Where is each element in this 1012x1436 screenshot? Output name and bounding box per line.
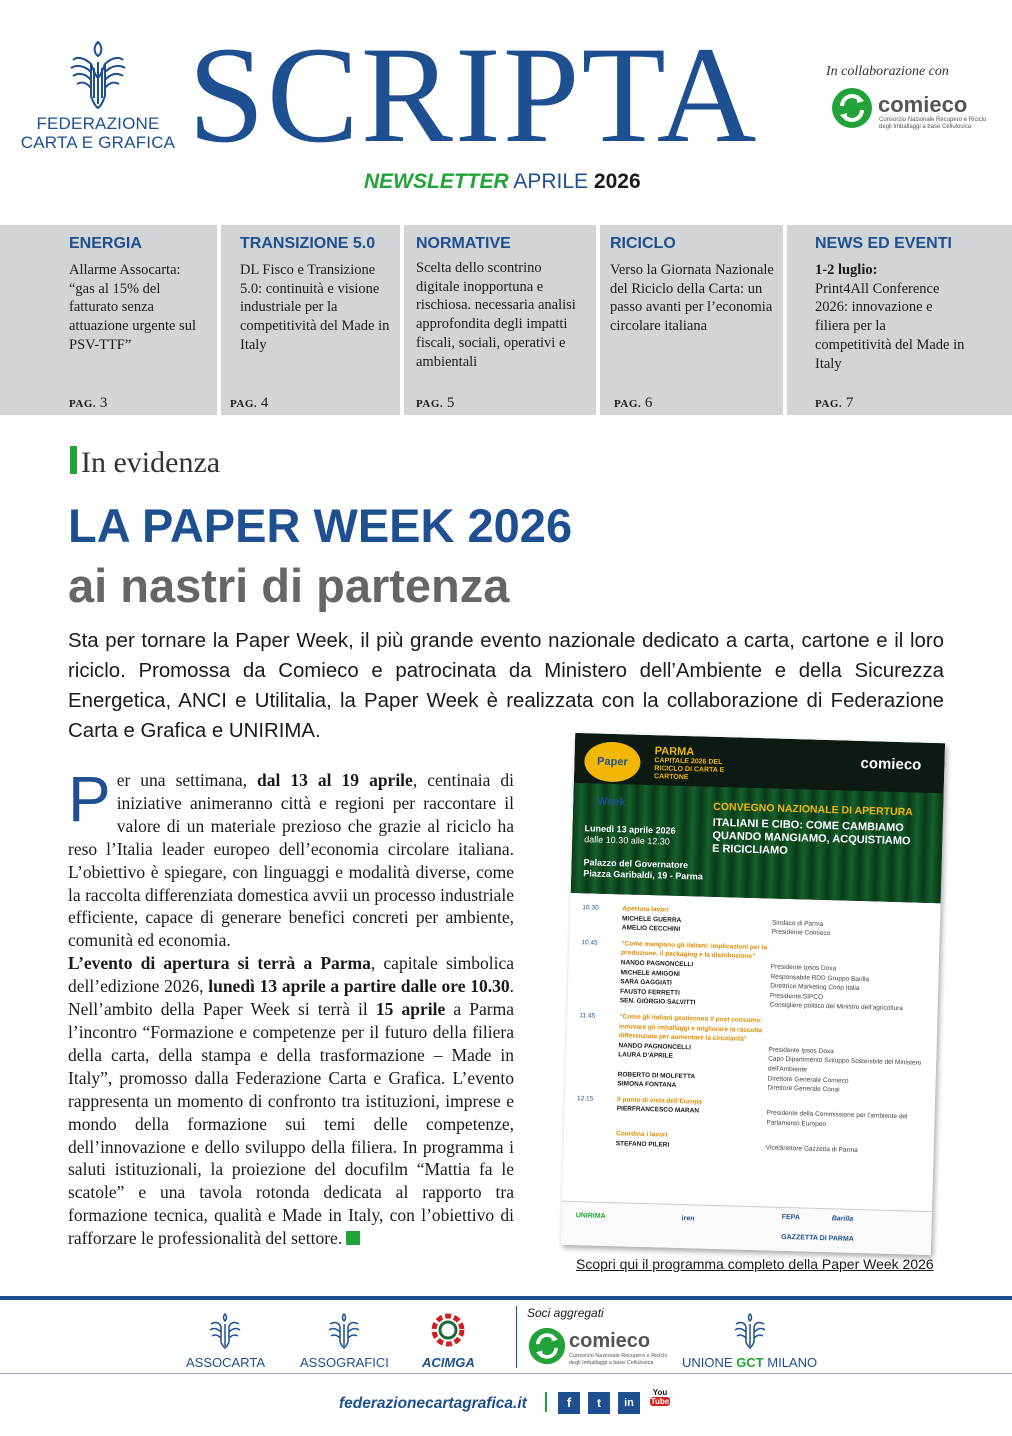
unione-gct-logo[interactable] [682, 1312, 817, 1370]
dropcap: P [68, 763, 111, 835]
unione-gct-label: UNIONE GCT MILANO [682, 1355, 818, 1370]
poster-program-cell: Vicedirettore Gazzetta di Parma [765, 1144, 858, 1155]
poster-date: Lunedì 13 aprile 2026 [584, 823, 676, 836]
poster-comieco: comieco [860, 754, 922, 774]
facebook-icon[interactable]: f [558, 1392, 580, 1414]
assografici-label: ASSOGRAFICI [300, 1355, 389, 1370]
sponsor-gazzetta: GAZZETTA DI PARMA [781, 1233, 854, 1243]
youtube-you: You [652, 1388, 668, 1397]
section-summary: Verso la Giornata Nazionale del Riciclo della Carta: un passo avanti per l’economia circolare italiana [610, 262, 774, 335]
body-bold: L’evento di apertura si terrà a Parma [68, 953, 371, 974]
poster-program-cell: Coordina i lavori [615, 1130, 668, 1140]
poster-program-cell: SIMONA FONTANA [617, 1080, 677, 1089]
poster-program-cell: Presidente SIPCO [769, 992, 824, 1001]
poster-program-cell: “Come gli italiani gestiscono il post consumo: innovare gli imballaggi e migliorare la raccolta differenziata per aumentare la circolarità” [618, 1013, 763, 1043]
body-text: , capitale simbolica dell’edizione 2026, [68, 953, 515, 997]
poster-program-cell: NANDO PAGNONCELLI [618, 1041, 692, 1052]
section-page: PAG. 6 [614, 395, 653, 411]
poster-program-cell: Presidente Comieco [771, 928, 831, 938]
sections-bar [0, 225, 1012, 415]
masthead-header [0, 0, 1012, 225]
poster-program-cell [582, 922, 622, 933]
section-normative[interactable] [404, 225, 596, 415]
fed-name-line2: CARTA E GRAFICA [20, 133, 176, 152]
sponsor-unirima: UNIRIMA [575, 1212, 606, 1220]
poster-program-cell: 10.30 [582, 904, 599, 912]
poster-program-cell: Presidente Ipsos Doxa [770, 963, 837, 973]
assocarta-logo[interactable] [186, 1312, 265, 1370]
poster-program-cell: Direttore Generale Conai [767, 1084, 840, 1094]
section-lead: 1-2 luglio: [815, 262, 878, 278]
acimga-label: ACIMGA [422, 1355, 475, 1370]
poster-program-cell: Il punto di vista dell’Europa [616, 1095, 702, 1106]
recycle-icon [527, 1326, 567, 1366]
body-bold: 15 aprile [375, 999, 446, 1020]
comieco-logo[interactable] [830, 86, 1000, 146]
poster-program-cell: “Come mangiano gli italiani: implicazioni per la produzione, il packaging e la distribuzione” [620, 940, 768, 961]
poster-program-cell: Sindaco di Parma [771, 919, 824, 928]
lead-paragraph: Sta per tornare la Paper Week, il più grande evento nazionale dedicato a carta, cartone e il loro riciclo. Promossa da Comieco e patrocinata da Ministero dell’Ambiente e della Sicurezza Energetica, ANCI e Utilitalia, la Paper Week è realizzata con la collaborazione di Federazione Carta e Grafica e UNIRIMA. [68, 630, 944, 742]
footer-comieco-sub2: degli Imballaggi a base Cellulosica [569, 1359, 654, 1366]
kicker [70, 446, 220, 480]
poster-program-cell: Apertura lavori [622, 905, 669, 914]
poster-title: ITALIANI E CIBO: COME CAMBIAMO QUANDO MANGIAMO, ACQUISTIAMO E RICICLIAMO [711, 816, 911, 857]
masthead-title: SCRIPTA [188, 18, 759, 171]
poster-parma-title: PARMA [654, 745, 695, 759]
footer-comieco[interactable]: comieco [569, 1330, 651, 1352]
section-page: PAG. 5 [416, 395, 455, 411]
twitter-icon[interactable]: t [588, 1392, 610, 1414]
website-link[interactable]: federazionecartagrafica.it [339, 1395, 527, 1412]
fed-name-line1: FEDERAZIONE [36, 114, 160, 133]
event-poster-link[interactable] [560, 732, 950, 1272]
footer-rule [0, 1296, 1012, 1300]
poster-sponsors [561, 1201, 932, 1255]
section-title: NORMATIVE [416, 235, 511, 252]
soci-aggregati [516, 1306, 676, 1368]
section-body: Print4All Conference 2026: innovazione e filiera per la competitività del Made in Italy [815, 280, 965, 372]
section-news-eventi[interactable] [787, 225, 1012, 415]
poster-program-cell [769, 1016, 926, 1049]
section-title: NEWS ED EVENTI [815, 235, 952, 252]
poster-program-cell [576, 1103, 617, 1123]
article-body [68, 763, 515, 1250]
collab-label: In collaborazione con [826, 64, 949, 79]
poster-program [576, 903, 929, 1157]
poster-program-cell: Responsabile RDD Gruppo Barilla [770, 973, 870, 983]
poster-parma [654, 745, 725, 783]
youtube-tube: Tube [650, 1397, 670, 1406]
eagle-icon [327, 1312, 361, 1350]
acimga-logo[interactable] [422, 1312, 475, 1370]
poster-program-cell: MICHELE GUERRA [621, 914, 682, 924]
assocarta-label: ASSOCARTA [186, 1355, 265, 1370]
poster-program-cell: 10.45 [581, 938, 598, 947]
poster-program-cell: AMELIO CECCHINI [621, 924, 681, 934]
comieco-wordmark: comieco [878, 92, 968, 117]
footer-divider [0, 1373, 1012, 1374]
poster-program-cell: NANDO PAGNONCELLI [620, 959, 694, 969]
poster-program-cell: Presidente della Commissione per l’ambiente del Parlamento Europeo [766, 1109, 908, 1128]
poster-date-block [583, 823, 704, 882]
paper-week-logo: Paper Week [584, 741, 641, 783]
body-bold: dal 13 al 19 aprile [257, 770, 413, 790]
section-summary: DL Fisco e Transizione 5.0: continuità e visione industriale per la competitività del Made in Italy [240, 262, 390, 353]
recycle-icon [830, 86, 874, 130]
website-separator [545, 1392, 547, 1412]
poster-program-cell: MICHELE AMIGONI [620, 968, 680, 978]
sponsor-fepa: FEPA [781, 1213, 801, 1222]
poster-time: dalle 10.30 alle 12.30 [584, 834, 670, 847]
body-text: . Nell’ambito della Paper Week si terrà il [68, 976, 514, 1020]
poster-convegno: CONVEGNO NAZIONALE DI APERTURA [713, 800, 914, 819]
section-riciclo[interactable] [600, 225, 783, 415]
poster-program-cell: Direttore Generale Comieco [767, 1074, 849, 1085]
youtube-icon[interactable] [650, 1388, 670, 1414]
eagle-icon [208, 1312, 242, 1350]
assografici-logo[interactable] [300, 1312, 389, 1370]
poster-program-cell: FAUSTO FERRETTI [619, 988, 680, 997]
masthead-title-block [188, 18, 813, 171]
poster-program-cell [578, 1049, 619, 1069]
eagle-icon [733, 1312, 767, 1350]
poster-parma-sub: CAPITALE 2026 DEL RICICLO DI CARTA E CARTONE [653, 757, 725, 782]
issue-year: 2026 [593, 170, 641, 193]
poster-program-cell: 12.15 [576, 1094, 594, 1103]
subheadline: ai nastri di partenza [68, 559, 510, 612]
eagle-icon [67, 38, 129, 112]
poster-program-cell: LAURA D’APRILE [618, 1051, 673, 1061]
section-page: PAG. 7 [815, 395, 854, 411]
issue-month: APRILE [513, 170, 589, 193]
federazione-logo[interactable] [18, 38, 178, 152]
poster-program-cell [577, 1078, 617, 1089]
poster-program-cell: Direttrice Marketing Coop Italia [770, 982, 860, 993]
newsletter-label: NEWSLETTER [364, 170, 509, 193]
comieco-sub1: Consorzio Nazionale Recupero e Riciclo [879, 117, 987, 123]
body-text: , centinaia di iniziative animeranno città e regioni per raccontare il valore di un materiale prezioso che grazie al riciclo ha reso l’Italia leader europeo dell’economia circolare italiana. L’obiettivo è spiegare, con linguaggi e modalità diverse, come la raccolta differenziata domestica avvii un processo industriale efficiente, capace di generare benefici concreti per ambiente, comunità ed economia. [68, 770, 514, 951]
end-mark-icon [346, 1231, 360, 1245]
poster-venue: Palazzo del Governatore [583, 857, 689, 871]
poster-program-cell: SEN. GIORGIO SALVITTI [619, 997, 696, 1007]
acimga-mark-icon [428, 1312, 468, 1350]
poster-program-cell: PIERFRANCESCO MARAN [616, 1105, 700, 1115]
poster-address: Piazza Garibaldi, 19 - Parma [583, 868, 703, 882]
body-text: er una settimana, [116, 770, 258, 790]
section-title: TRANSIZIONE 5.0 [240, 235, 376, 252]
section-page: PAG. 4 [230, 395, 269, 411]
poster-program-cell [576, 1138, 616, 1149]
section-summary [815, 261, 965, 373]
section-title: RICICLO [610, 235, 676, 252]
sponsor-barilla: Barilla [831, 1215, 854, 1223]
poster-caption-link[interactable]: Scopri qui il programma completo della Paper Week 2026 [576, 1256, 934, 1272]
event-poster [561, 733, 945, 1255]
poster-program-cell: STEFANO PILERI [615, 1140, 670, 1149]
section-transizione[interactable] [221, 225, 400, 415]
headline: LA PAPER WEEK 2026 [68, 499, 573, 552]
section-page: PAG. 3 [69, 395, 108, 411]
poster-program-cell: SARA GAGGIATI [620, 978, 673, 987]
issue-line [364, 170, 641, 194]
poster-program-cell [580, 996, 620, 1007]
section-title: ENERGIA [69, 235, 142, 252]
kicker-text: In evidenza [81, 446, 221, 479]
poster-program-cell: ROBERTO DI MOLFETTA [617, 1070, 696, 1080]
sponsor-iren: iren [681, 1215, 695, 1223]
collaboration-block [826, 64, 1006, 130]
section-energia[interactable] [0, 225, 217, 415]
linkedin-icon[interactable]: in [618, 1392, 640, 1414]
section-summary: Allarme Assocarta: “gas al 15% del fatturato senza attuazione urgente sul PSV-TTF” [69, 262, 196, 353]
kicker-bar [70, 446, 77, 474]
body-text: a Parma l’incontro “Formazione e competenze per il futuro della filiera della carta, della stampa e della trasformazione – Made in Italy”, promosso dalla Federazione Carta e Grafica. L’evento rappresenta un momento di confronto tra istituzioni, imprese e mondo della formazione sui temi delle competenze, dell’innovazione e dello sviluppo della filiera. In programma i saluti istituzionali, la proiezione del docufilm “Mattia fa le scatole” e una tavola rotonda dedicata al rapporto tra formazione tecnica, qualità e Made in Italy, con l’obiettivo di rafforzare le professionalità del settore. [68, 999, 514, 1249]
body-bold: lunedì 13 aprile a partire dalle ore 10.30 [208, 976, 510, 997]
poster-program-cell: Presidente Ipsos Doxa [768, 1046, 834, 1055]
poster-program-cell: 11.45 [579, 1012, 596, 1020]
soci-label: Soci aggregati [527, 1306, 604, 1320]
poster-program-cell: Consigliere politico del Ministro dell’agricoltura [769, 1001, 904, 1013]
footer-comieco-sub1: Consorzio Nazionale Recupero e Riciclo [569, 1353, 668, 1359]
comieco-sub2: degli Imballaggi a base Cellulosica [879, 124, 972, 130]
section-summary: Scelta dello scontrino digitale inopportuna e rischiosa. necessaria analisi approfondita degli impatti fiscali, sociali, operativi e ambientali [416, 260, 576, 370]
poster-program-cell: Capo Dipartimento Sviluppo Sostenibile del Ministero dell’Ambiente [767, 1055, 922, 1074]
